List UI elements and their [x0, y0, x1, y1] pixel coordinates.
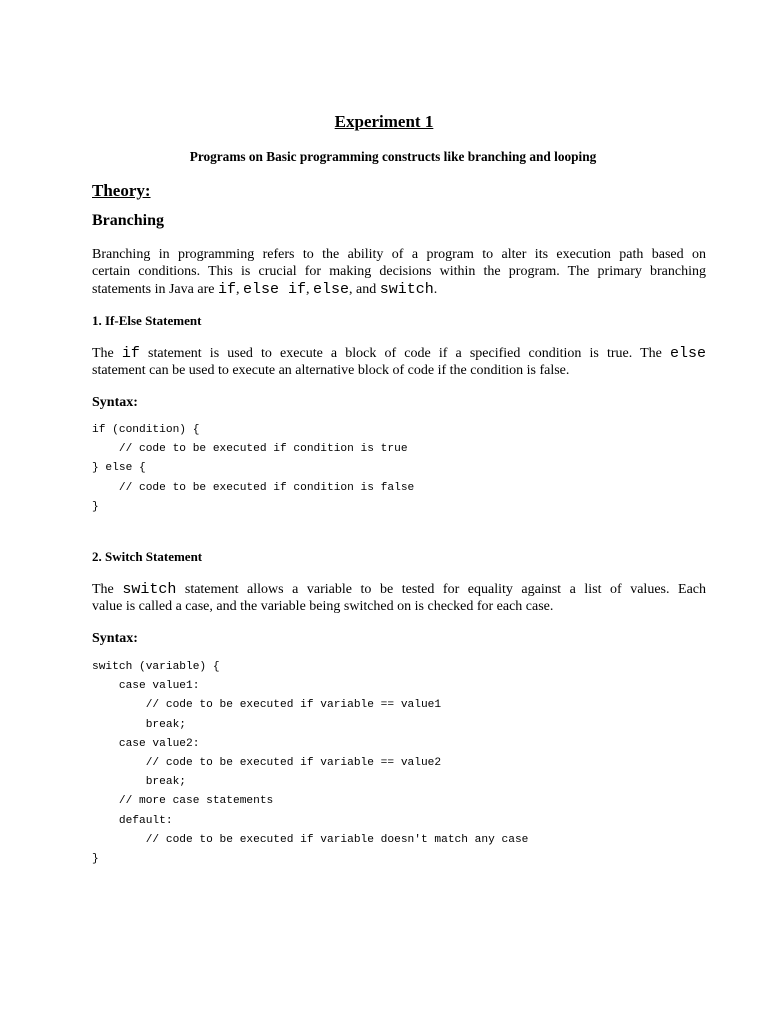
if-else-the: The	[92, 346, 122, 361]
switch-syntax-label: Syntax:	[92, 631, 138, 646]
branching-line-3	[92, 281, 706, 298]
if-else-code-block	[92, 421, 414, 517]
branching-heading: Branching	[92, 212, 165, 229]
separator: ,	[235, 282, 243, 297]
switch-heading: 2. Switch Statement	[92, 549, 203, 564]
branching-line-2: certain conditions. This is crucial for making decisions within the program. The primary branching	[92, 264, 706, 279]
if-else-paragraph	[92, 345, 706, 379]
keyword-else: else	[669, 345, 706, 362]
switch-line-2: value is called a case, and the variable being switched on is checked for each case.	[92, 599, 554, 614]
code-line: switch (variable) {	[92, 661, 220, 673]
code-line: // code to be executed if condition is false	[92, 481, 415, 494]
keyword-switch: switch	[122, 581, 177, 598]
code-line: // code to be executed if variable doesn't match any case	[92, 833, 529, 846]
sentence-end: .	[433, 282, 438, 297]
branching-paragraph	[92, 246, 706, 298]
switch-the: The	[92, 582, 123, 597]
if-else-line-2: statement can be used to execute an alternative block of code if the condition is false.	[92, 363, 570, 378]
keyword-if: if	[217, 281, 236, 298]
if-else-syntax-label: Syntax:	[92, 395, 138, 410]
code-line: // code to be executed if variable == value2	[92, 757, 442, 770]
switch-paragraph	[92, 581, 706, 615]
if-else-mid: statement is used to execute a block of code if a specified condition is true. The	[139, 346, 670, 361]
separator: ,	[305, 282, 313, 297]
code-line: case value2:	[92, 737, 200, 750]
keyword-if: if	[121, 345, 140, 362]
keyword-else: else	[312, 281, 349, 298]
code-line: if (condition) {	[92, 424, 200, 436]
switch-code-block	[92, 658, 528, 869]
experiment-title: Experiment 1	[334, 112, 434, 131]
if-else-line-1	[92, 345, 706, 362]
theory-heading: Theory:	[92, 181, 151, 200]
code-line: case value1:	[92, 680, 200, 693]
code-line: }	[92, 853, 99, 866]
experiment-subtitle: Programs on Basic programming constructs like branching and looping	[189, 149, 597, 164]
branching-line-3-prefix: statements in Java are	[92, 282, 218, 297]
if-else-heading: 1. If-Else Statement	[92, 313, 202, 328]
code-line: break;	[92, 718, 186, 731]
switch-rest: statement allows a variable to be tested for equality against a list of values. Each	[176, 582, 706, 597]
code-line: break;	[92, 776, 186, 789]
separator: , and	[349, 282, 380, 297]
code-line: // more case statements	[92, 795, 274, 808]
keyword-switch: switch	[379, 281, 434, 298]
code-line: }	[92, 500, 99, 513]
branching-line-1: Branching in programming refers to the ability of a program to alter its execution path based on	[92, 247, 706, 262]
code-line: default:	[92, 814, 173, 827]
switch-line-1	[92, 581, 706, 598]
code-line: // code to be executed if condition is true	[92, 443, 408, 456]
keyword-else-if: else if	[242, 281, 306, 298]
code-line: } else {	[92, 462, 146, 475]
code-line: // code to be executed if variable == value1	[92, 699, 442, 712]
